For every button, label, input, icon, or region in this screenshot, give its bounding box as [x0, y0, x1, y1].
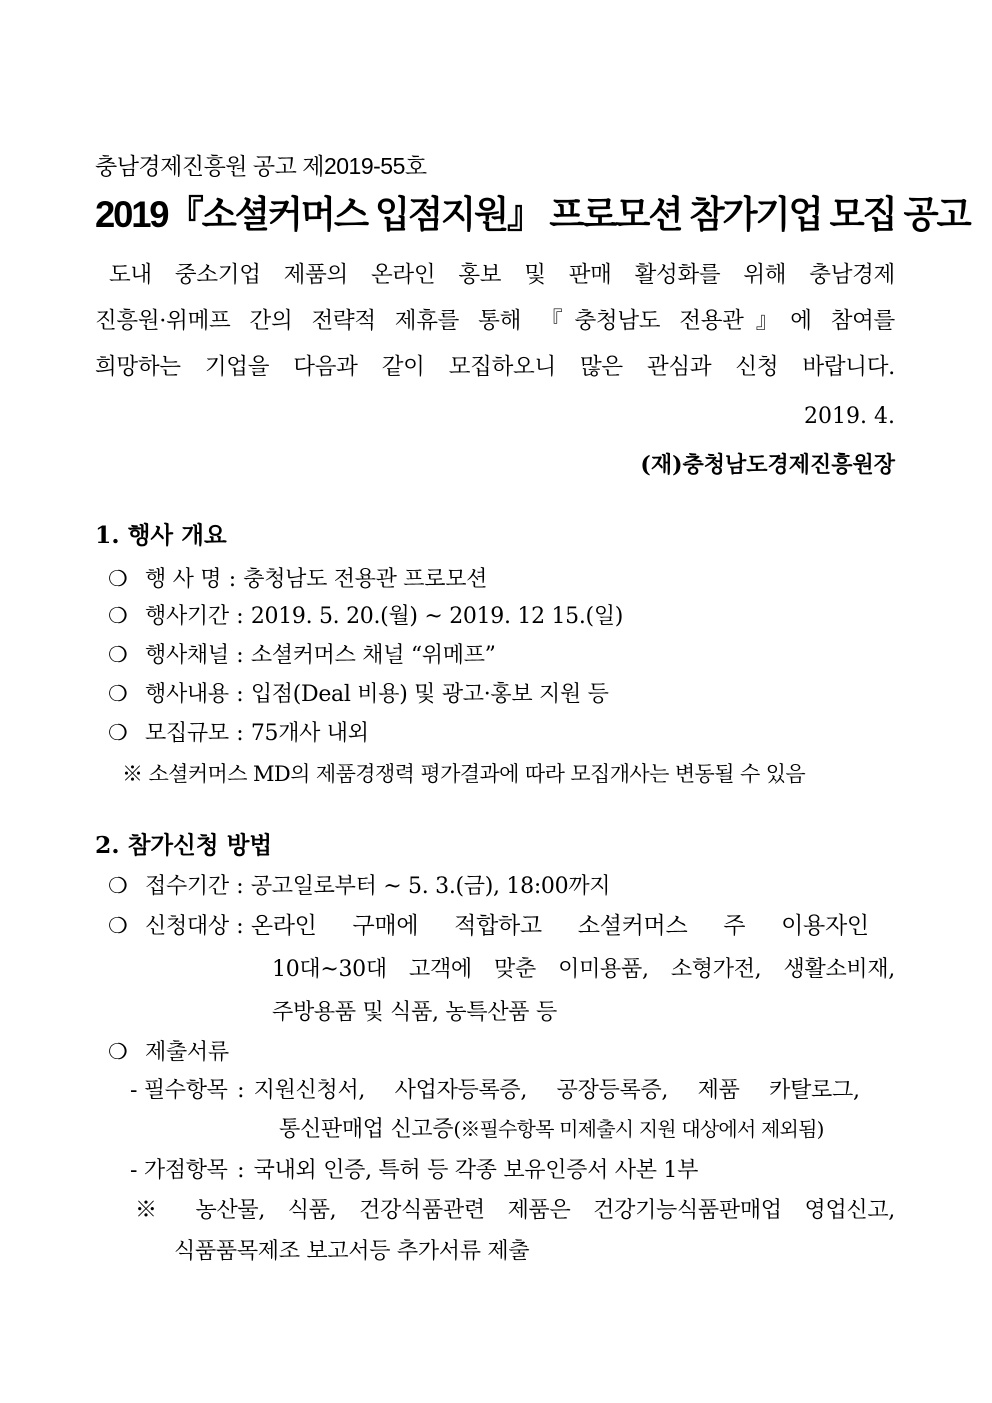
item-value: 공고일로부터 ~ 5. 3.(금), 18:00까지	[250, 874, 611, 899]
overview-item-name	[108, 562, 487, 593]
item-label: 행사기간	[145, 604, 229, 629]
circle-bullet-icon: ❍	[108, 914, 128, 939]
item-label: 접수기간	[145, 874, 229, 899]
circle-bullet-icon: ❍	[108, 604, 128, 629]
item-label: 제출서류	[145, 1040, 229, 1065]
item-separator: :	[236, 604, 244, 629]
item-label: 신청대상	[145, 914, 229, 939]
section-heading-overview: 1. 행사 개요	[95, 521, 227, 549]
issue-date: 2019. 4.	[804, 404, 895, 429]
required-line-note: (※필수항목 미제출시 지원 대상에서 제외됨)	[453, 1117, 824, 1141]
circle-bullet-icon: ❍	[108, 721, 128, 746]
circle-bullet-icon: ❍	[108, 682, 128, 707]
documents-required-line-2	[279, 1112, 824, 1143]
item-separator: :	[236, 682, 244, 707]
item-value: 75개사 내외	[250, 721, 369, 746]
overview-item-channel	[108, 638, 496, 669]
item-value: 입점(Deal 비용) 및 광고·홍보 지원 등	[250, 682, 609, 707]
circle-bullet-icon: ❍	[108, 567, 128, 592]
notice-number: 충남경제진흥원 공고 제2019-55호	[95, 153, 427, 179]
target-line-2	[272, 952, 895, 983]
item-value: 온라인 구매에 적합하고 소셜커머스 주 이용자인	[250, 913, 869, 939]
overview-item-scale	[108, 716, 369, 747]
circle-bullet-icon: ❍	[108, 1040, 128, 1065]
overview-item-content	[108, 677, 609, 708]
bonus-value: 국내외 인증, 특허 등 각종 보유인증서 사본 1부	[253, 1158, 699, 1183]
documents-required	[130, 1073, 895, 1104]
application-documents	[108, 1035, 229, 1066]
item-value: 2019. 5. 20.(월) ~ 2019. 12 15.(일)	[250, 604, 624, 629]
documents-note-text: ※ 농산물, 식품, 건강식품관련 제품은 건강기능식품판매업 영업신고,	[135, 1198, 895, 1223]
issuer-name: (재)충청남도경제진흥원장	[640, 452, 895, 478]
item-separator: :	[228, 567, 236, 592]
required-value: 지원신청서, 사업자등록증, 공장등록증, 제품 카탈로그,	[253, 1078, 860, 1103]
item-label: 행사채널	[145, 643, 229, 668]
item-value: 소셜커머스 채널 “위메프”	[250, 643, 496, 668]
item-separator: :	[237, 1158, 245, 1183]
item-separator: :	[236, 643, 244, 668]
application-period	[108, 869, 610, 900]
overview-note: ※ 소셜커머스 MD의 제품경쟁력 평가결과에 따라 모집개사는 변동될 수 있음	[122, 762, 806, 786]
circle-bullet-icon: ❍	[108, 874, 128, 899]
intro-line: 도내 중소기업 제품의 온라인 홍보 및 판매 활성화를 위해 충남경제	[109, 262, 895, 288]
circle-bullet-icon: ❍	[108, 643, 128, 668]
overview-item-period	[108, 599, 623, 630]
application-target	[108, 907, 895, 940]
target-line-text: 10대~30대 고객에 맞춘 이미용품, 소형가전, 생활소비재,	[272, 957, 895, 982]
item-separator: :	[236, 874, 244, 899]
required-label: - 필수항목	[130, 1078, 228, 1103]
intro-line: 희망하는 기업을 다음과 같이 모집하오니 많은 관심과 신청 바랍니다.	[95, 354, 895, 380]
item-value: 충청남도 전용관 프로모션	[243, 567, 488, 592]
item-label: 모집규모	[145, 721, 229, 746]
bonus-label: - 가점항목	[130, 1158, 228, 1183]
documents-note-line-2: 식품품목제조 보고서등 추가서류 제출	[174, 1239, 530, 1264]
intro-paragraph	[95, 252, 895, 390]
item-label: 행사내용	[145, 682, 229, 707]
documents-note-line-1	[135, 1193, 895, 1224]
item-separator: :	[236, 721, 244, 746]
target-line-3: 주방용품 및 식품, 농특산품 등	[272, 1000, 557, 1025]
documents-bonus	[130, 1153, 698, 1184]
item-separator: :	[237, 1078, 245, 1103]
item-label: 행 사 명	[145, 567, 222, 592]
section-heading-application: 2. 참가신청 방법	[95, 831, 273, 859]
required-line-text: 통신판매업 신고증	[279, 1117, 454, 1142]
page-title: 2019『소셜커머스 입점지원』 프로모션 참가기업 모집 공고	[95, 194, 970, 235]
intro-line: 진흥원·위메프 간의 전략적 제휴를 통해 『충청남도 전용관』에 참여를	[95, 308, 895, 334]
item-separator: :	[236, 914, 244, 939]
